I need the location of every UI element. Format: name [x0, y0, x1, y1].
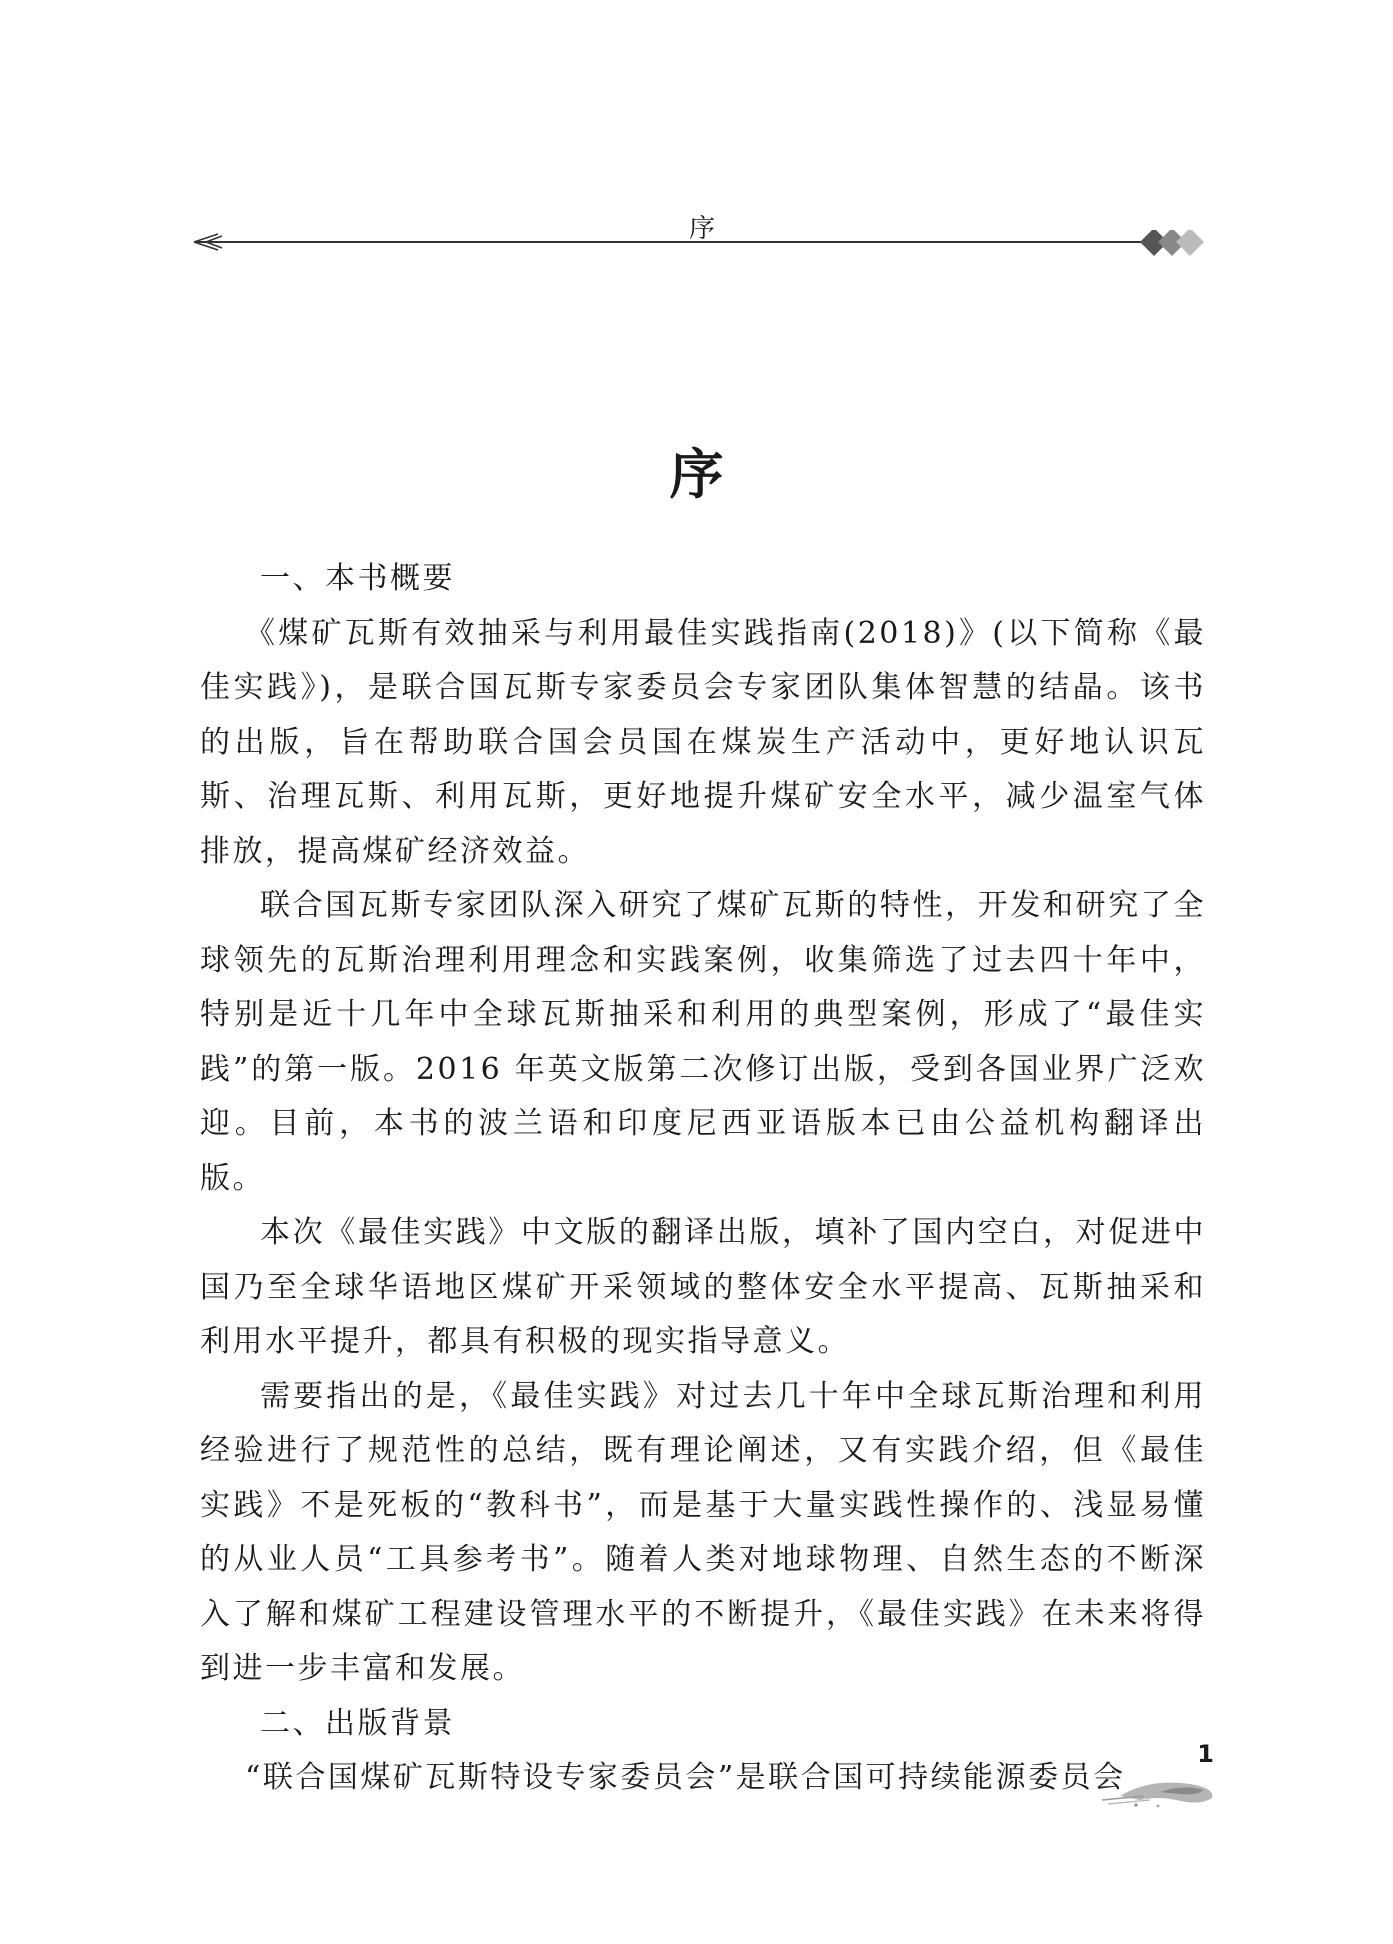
section-heading: 一、本书概要: [260, 561, 455, 596]
header-rule-ornament: [192, 230, 1214, 260]
page-number: 1: [1197, 1740, 1214, 1768]
wave-ornament-icon: [1100, 1774, 1220, 1814]
page-footer: [1100, 1740, 1220, 1820]
running-header: [192, 200, 1214, 260]
paragraph: 《煤矿瓦斯有效抽采与利用最佳实践指南(2018)》(以下简称《最佳实践》)，是联合国瓦斯专家委员会专家团队集体智慧的结晶。该书的出版，旨在帮助联合国会员国在煤炭生产活动中，更好地认识瓦斯、治理瓦斯、利用瓦斯，更好地提升煤矿安全水平，减少温室气体排放，提高煤矿经济效益。: [200, 615, 1206, 869]
paragraph: 联合国瓦斯专家团队深入研究了煤矿瓦斯的特性，开发和研究了全球领先的瓦斯治理利用理念和实践案例，收集筛选了过去四十年中，特别是近十几年中全球瓦斯抽采和利用的典型案例，形成了“最佳实践”的第一版。2016 年英文版第二次修订出版，受到各国业界广泛欢迎。目前，本书的波兰语和印度尼西亚语版本已由公益机构翻译出版。: [200, 888, 1206, 1196]
section-heading: 二、出版背景: [260, 1705, 455, 1741]
paragraph: “联合国煤矿瓦斯特设专家委员会”是联合国可持续能源委员会: [245, 1760, 1126, 1795]
diamond-icon: [1176, 230, 1204, 256]
paragraph: 需要指出的是，《最佳实践》对过去几十年中全球瓦斯治理和利用经验进行了规范性的总结，既有理论阐述，又有实践介绍，但《最佳实践》不是死板的“教科书”，而是基于大量实践性操作的、浅显易懂的从业人员“工具参考书”。随着人类对地球物理、自然生态的不断深入了解和煤矿工程建设管理水平的不断提升，《最佳实践》在未来将得到进一步丰富和发展。: [200, 1378, 1206, 1686]
paragraph: 本次《最佳实践》中文版的翻译出版，填补了国内空白，对促进中国乃至全球华语地区煤矿开采领域的整体安全水平提高、瓦斯抽采和利用水平提升，都具有积极的现实指导意义。: [200, 1215, 1206, 1359]
body-text: [200, 552, 1206, 1806]
page-title: 序: [669, 443, 724, 506]
running-header-title: 序: [688, 214, 717, 244]
